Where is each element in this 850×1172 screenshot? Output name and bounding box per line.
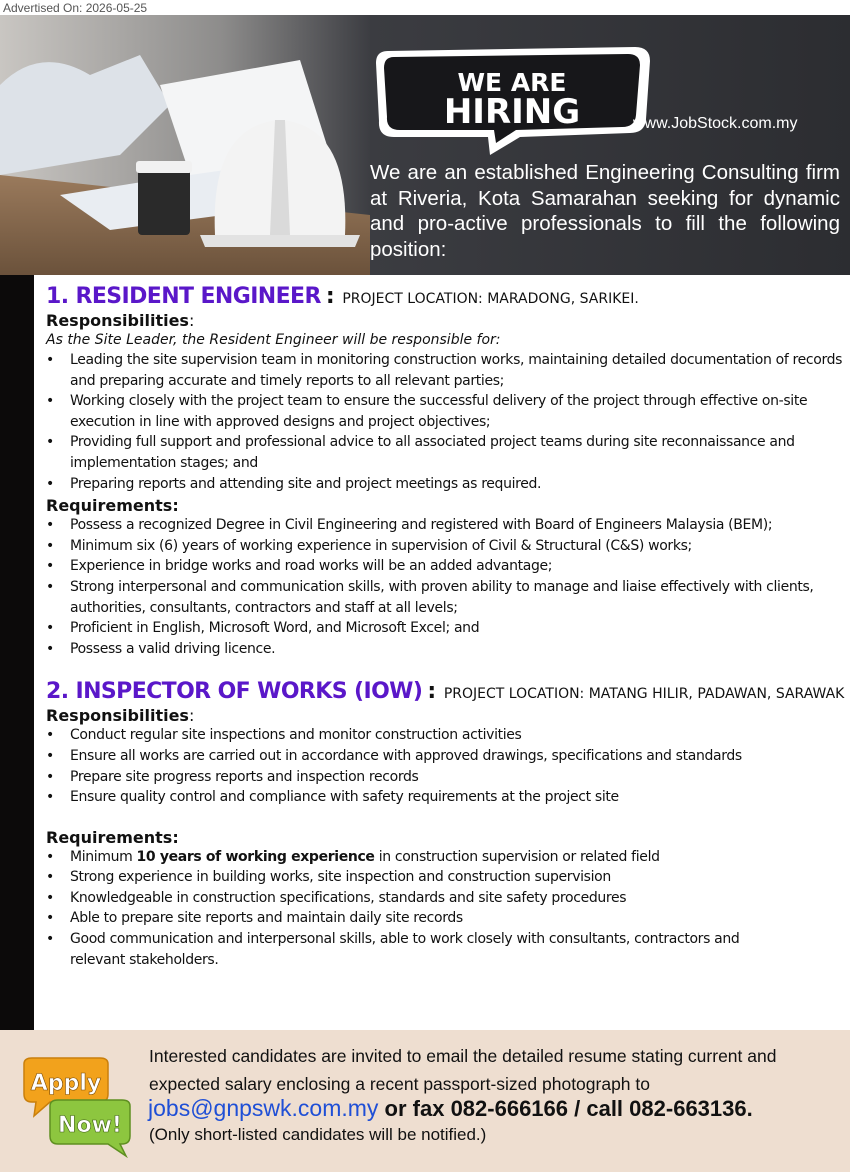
- construction-desk-photo: [0, 15, 370, 275]
- list-item: • Good communication and interpersonal skills, able to work closely with consultants, contractors and relevant stakeholders.: [46, 929, 791, 970]
- list-item: • Knowledgeable in construction specifications, standards and site safety procedures: [46, 888, 846, 909]
- header-banner: [0, 15, 850, 275]
- fax-number: 082-666166: [450, 1096, 569, 1121]
- apply-now-badge: [14, 1056, 136, 1158]
- list-item: • Ensure all works are carried out in accordance with approved drawings, specifications and standards: [46, 746, 846, 767]
- responsibilities-list: [46, 725, 846, 807]
- list-item: • Minimum six (6) years of working experience in supervision of Civil & Structural (C&S) works;: [46, 536, 846, 557]
- list-item: • Prepare site progress reports and inspection records: [46, 767, 846, 788]
- list-item: • Able to prepare site reports and maintain daily site records: [46, 908, 846, 929]
- job-title-row: 2. INSPECTOR OF WORKS (IOW) : PROJECT LOCATION: MATANG HILIR, PADAWAN, SARAWAK: [46, 679, 845, 705]
- list-item: • Possess a valid driving licence.: [46, 639, 846, 660]
- job-content: [46, 284, 846, 970]
- requirements-heading: Requirements:: [46, 496, 179, 516]
- advertised-date: Advertised On: 2026-05-25: [3, 1, 148, 15]
- list-item: • Ensure quality control and compliance with safety requirements at the project site: [46, 787, 846, 808]
- footer-instructions: Interested candidates are invited to email the detailed resume stating current and expected salary enclosing a recent passport-sized photograph to: [149, 1046, 777, 1094]
- call-number: 082-663136.: [629, 1096, 753, 1121]
- responsibilities-heading: Responsibilities:: [46, 706, 195, 726]
- footer-note: (Only short-listed candidates will be notified.): [149, 1125, 487, 1144]
- list-item: • Experience in bridge works and road works will be an added advantage;: [46, 556, 846, 577]
- job-resident-engineer: [46, 284, 846, 659]
- we-are-hiring-badge: [370, 41, 660, 156]
- apply-line-1: Apply: [30, 1071, 102, 1096]
- responsibilities-list: [46, 350, 846, 494]
- list-item: • Preparing reports and attending site and project meetings as required.: [46, 474, 846, 495]
- list-item: • Strong experience in building works, site inspection and construction supervision: [46, 867, 846, 888]
- list-item: • Working closely with the project team to ensure the successful delivery of the project through effective on-site execution in line with approved designs and project objectives;: [46, 391, 846, 432]
- list-item: • Providing full support and professional advice to all associated project teams during site reconnaissance and implementation stages; and: [46, 432, 846, 473]
- list-item: • Possess a recognized Degree in Civil Engineering and registered with Board of Engineers Malaysia (BEM);: [46, 515, 846, 536]
- list-item: • Strong interpersonal and communication skills, with proven ability to manage and liaise effectively with clients, authorities, consultants, contractors and staff at all levels;: [46, 577, 846, 618]
- job-title-row: 1. RESIDENT ENGINEER : PROJECT LOCATION: MARADONG, SARIKEI.: [46, 284, 639, 309]
- list-item: • Leading the site supervision team in monitoring construction works, maintaining detailed documentation of records and preparing accurate and timely reports to all relevant parties;: [46, 350, 846, 391]
- job-location: PROJECT LOCATION: MATANG HILIR, PADAWAN, SARAWAK: [443, 686, 845, 703]
- badge-line-1: WE ARE: [457, 68, 567, 97]
- job-location: PROJECT LOCATION: MARADONG, SARIKEI.: [342, 291, 639, 307]
- job-inspector-of-works: [46, 679, 846, 970]
- job-title: 1. RESIDENT ENGINEER: [46, 284, 321, 309]
- footer-contact: jobs@gnpswk.com.my or fax 082-666166 / call 082-663136.: [148, 1095, 753, 1121]
- responsibilities-heading: Responsibilities:: [46, 311, 195, 330]
- list-item: • Minimum 10 years of working experience in construction supervision or related field: [46, 847, 846, 868]
- requirements-heading: Requirements:: [46, 827, 179, 847]
- badge-line-2: HIRING: [443, 92, 581, 132]
- email-link[interactable]: jobs@gnpswk.com.my: [148, 1095, 379, 1121]
- left-stripe: [0, 275, 34, 1030]
- job-title: 2. INSPECTOR OF WORKS (IOW): [46, 679, 423, 705]
- responsibilities-lead: As the Site Leader, the Resident Engineer will be responsible for:: [46, 332, 501, 348]
- intro-text: We are an established Engineering Consulting firm at Riveria, Kota Samarahan seeking for dynamic and pro-active professionals to fill the following position:: [370, 161, 840, 261]
- list-item: • Conduct regular site inspections and monitor construction activities: [46, 725, 846, 746]
- requirements-list: [46, 515, 846, 659]
- apply-line-2: Now!: [58, 1113, 122, 1138]
- requirements-list: [46, 847, 846, 971]
- website-label: www.JobStock.com.my: [633, 115, 798, 132]
- list-item: • Proficient in English, Microsoft Word, and Microsoft Excel; and: [46, 618, 846, 639]
